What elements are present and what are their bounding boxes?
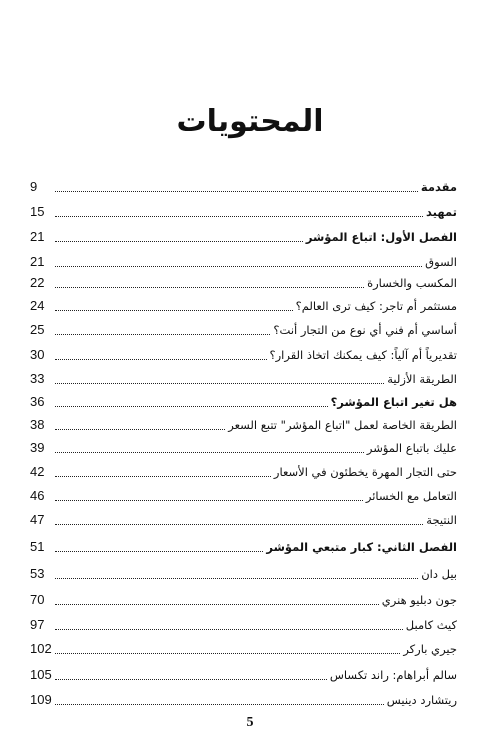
toc-page-number: 33: [30, 371, 45, 386]
dot-leader: [55, 550, 263, 552]
dot-leader: [55, 382, 384, 384]
toc-entry: [30, 296, 457, 316]
toc-page-number: 24: [30, 298, 45, 313]
toc-page-number: 38: [30, 417, 45, 432]
dot-leader: [55, 428, 225, 430]
dot-leader: [55, 499, 363, 501]
toc-entry: [30, 615, 457, 635]
toc-page-number: 30: [30, 347, 45, 362]
toc-entry: [30, 273, 457, 293]
toc-label: تقديرياً أم آلياً: كيف يمكنك اتخاذ القرار؟: [269, 348, 457, 362]
dot-leader: [55, 309, 293, 311]
dot-leader: [55, 703, 384, 705]
toc-label: بيل دان: [421, 567, 457, 581]
dot-leader: [55, 405, 328, 407]
toc-label: حتى التجار المهرة يخطئون في الأسعار: [273, 465, 457, 479]
toc-entry: [30, 392, 457, 412]
toc-entry: [30, 564, 457, 584]
toc-page-number: 39: [30, 440, 45, 455]
toc-page-number: 109: [30, 692, 52, 707]
dot-leader: [55, 475, 271, 477]
page-title: المحتويات: [176, 104, 324, 139]
toc-page-number: 21: [30, 254, 45, 269]
toc-label: الفصل الأول: اتباع المؤشر: [305, 230, 457, 244]
toc-label: التعامل مع الخسائر: [365, 489, 457, 503]
toc-label: السوق: [425, 255, 457, 269]
dot-leader: [55, 190, 418, 192]
toc-entry: [30, 486, 457, 506]
toc-page-number: 105: [30, 667, 52, 682]
toc-label: جيري باركر: [403, 642, 457, 656]
toc-entry: [30, 227, 457, 247]
toc-entry: [30, 639, 457, 659]
toc-label: كيث كامبل: [405, 618, 457, 632]
dot-leader: [55, 577, 418, 579]
toc-label: المكسب والخسارة: [367, 276, 457, 290]
toc-page-number: 70: [30, 592, 45, 607]
toc-page-number: 22: [30, 275, 45, 290]
toc-label: مستثمر أم تاجر: كيف ترى العالم؟: [295, 299, 457, 313]
toc-label: عليك باتباع المؤشر: [366, 441, 457, 455]
toc-entry: [30, 665, 457, 685]
toc-page-number: 47: [30, 512, 45, 527]
dot-leader: [55, 215, 423, 217]
toc-entry: [30, 320, 457, 340]
dot-leader: [55, 240, 303, 242]
page-number: 5: [246, 715, 254, 730]
toc-entry: [30, 537, 457, 557]
toc-label: أساسي أم فني أي نوع من التجار أنت؟: [273, 323, 457, 337]
toc-label: الطريقة الأزلية: [387, 372, 457, 386]
dot-leader: [55, 603, 379, 605]
toc-label: جون دبليو هنري: [381, 593, 457, 607]
toc-page-number: 46: [30, 488, 45, 503]
toc-entry: [30, 369, 457, 389]
dot-leader: [55, 286, 364, 288]
toc-label: النتيجة: [426, 513, 457, 527]
dot-leader: [55, 678, 327, 680]
toc-entry: [30, 345, 457, 365]
dot-leader: [55, 451, 364, 453]
toc-page-number: 97: [30, 617, 45, 632]
toc-page-number: 51: [30, 539, 45, 554]
toc-label: ريتشارد دينيس: [386, 693, 457, 707]
toc-page-number: 102: [30, 641, 52, 656]
toc-page-number: 36: [30, 394, 45, 409]
toc-label: سالم أبراهام: راند تكساس: [329, 668, 457, 682]
toc-page-number: 25: [30, 322, 45, 337]
dot-leader: [55, 333, 270, 335]
dot-leader: [55, 652, 400, 654]
toc-page-number: 42: [30, 464, 45, 479]
toc-entry: [30, 252, 457, 272]
toc-label: مقدمة: [420, 180, 457, 194]
toc-entry: [30, 177, 457, 197]
toc-entry: [30, 202, 457, 222]
toc-entry: [30, 438, 457, 458]
toc-page-number: 21: [30, 229, 45, 244]
dot-leader: [55, 628, 403, 630]
toc-label: الفصل الثاني: كبار متبعي المؤشر: [266, 540, 457, 554]
toc-entry: [30, 462, 457, 482]
dot-leader: [55, 523, 423, 525]
toc-page-number: 15: [30, 204, 45, 219]
dot-leader: [55, 358, 267, 360]
toc-label: الطريقة الخاصة لعمل "اتباع المؤشر" تتبع السعر: [228, 418, 457, 432]
toc-entry: [30, 590, 457, 610]
toc-entry: [30, 690, 457, 710]
toc-page-number: 9: [30, 179, 38, 194]
toc-entry: [30, 415, 457, 435]
dot-leader: [55, 265, 422, 267]
toc-page-number: 53: [30, 566, 45, 581]
toc-entry: [30, 510, 457, 530]
toc-label: هل تغير اتباع المؤشر؟: [330, 395, 457, 409]
toc-label: تمهيد: [426, 205, 457, 219]
